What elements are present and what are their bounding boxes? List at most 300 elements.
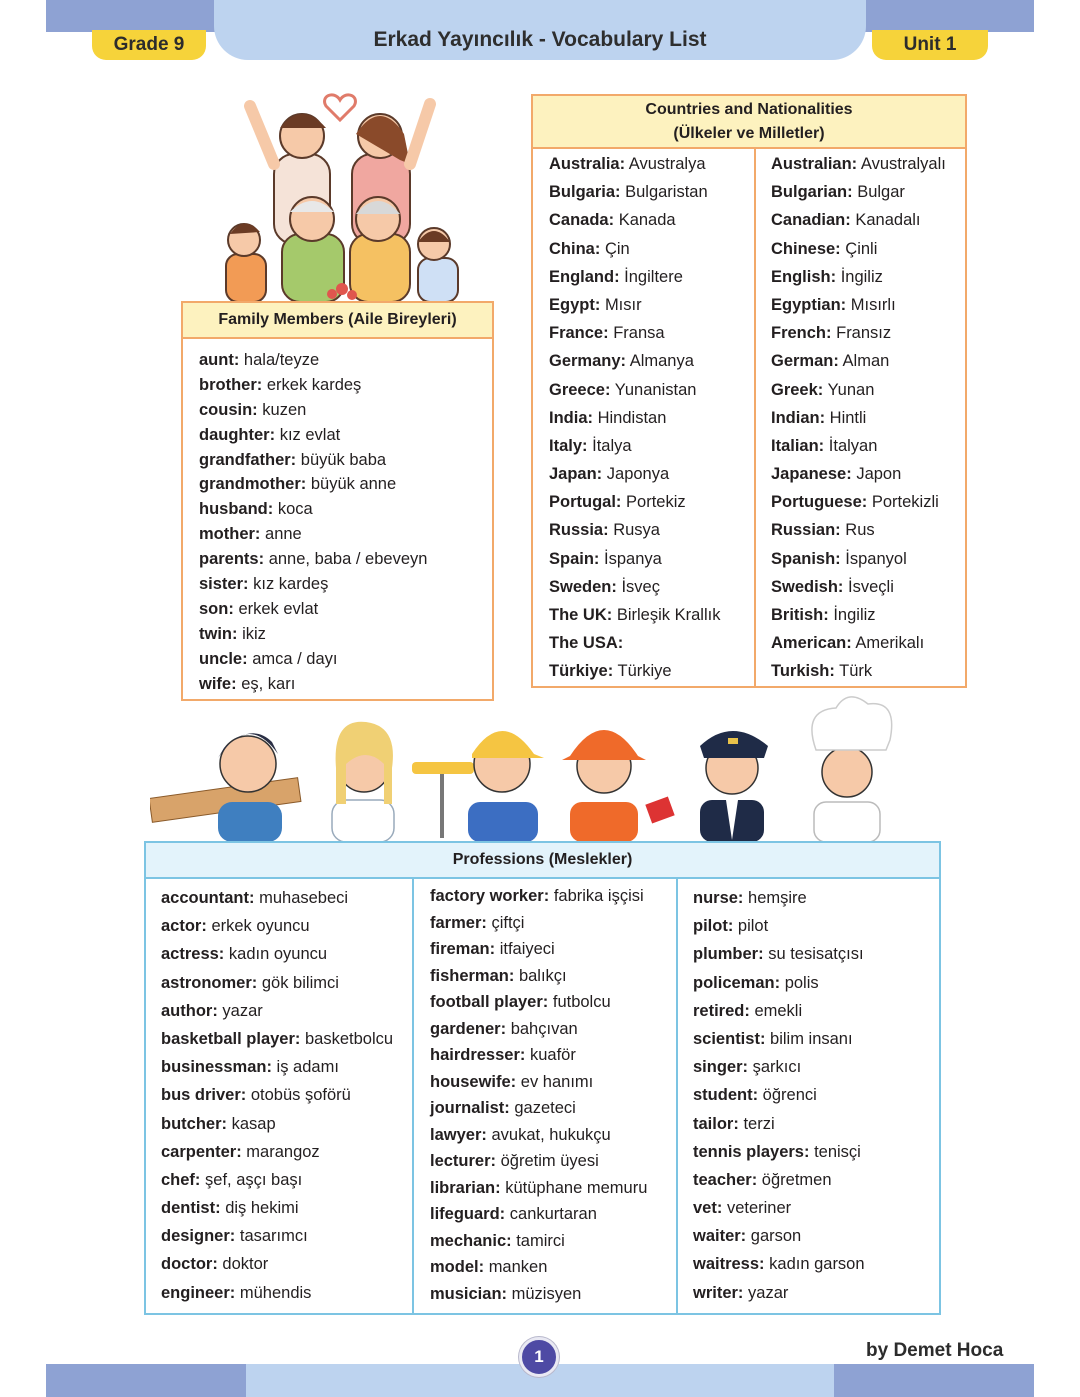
vocab-meaning: hala/teyze (243, 351, 320, 369)
vocab-entry (693, 946, 865, 974)
vocab-term: chef: (161, 1170, 201, 1189)
vocab-meaning: Avustralya (628, 155, 706, 173)
vocab-entry (771, 635, 946, 663)
vocab-term: Spanish: (771, 549, 841, 568)
vocab-entry (161, 1172, 393, 1200)
vocab-meaning: eş, karı (241, 674, 296, 693)
vocab-term: France: (549, 324, 609, 343)
column-divider (412, 879, 414, 1313)
vocab-term: policeman: (693, 973, 781, 992)
vocab-entry (771, 269, 946, 297)
vocab-entry (771, 607, 946, 635)
grade-tag: Grade 9 (92, 30, 206, 60)
vocab-entry (199, 352, 427, 377)
vocab-term: engineer: (161, 1283, 236, 1302)
vocab-term: sister: (199, 575, 249, 594)
vocab-meaning: emekli (754, 1001, 803, 1020)
vocab-entry (549, 466, 720, 494)
vocab-term: Egypt: (549, 295, 601, 314)
vocab-term: hairdresser: (430, 1046, 526, 1064)
family-heading: Family Members (Aile Bireyleri) (183, 303, 492, 339)
vocab-meaning: otobüs şoförü (250, 1086, 351, 1105)
vocab-term: son: (199, 599, 234, 618)
vocab-meaning: Bulgar (857, 183, 905, 202)
vocab-entry (199, 501, 427, 526)
vocab-term: mechanic: (430, 1231, 512, 1250)
vocab-term: twin: (199, 624, 238, 643)
vocab-entry (430, 1021, 647, 1048)
vocab-term: butcher: (161, 1114, 227, 1133)
vocab-term: Germany: (549, 352, 627, 371)
vocab-entry (199, 427, 427, 452)
vocab-meaning: muhasebeci (259, 889, 349, 907)
vocab-term: housewife: (430, 1072, 517, 1091)
vocab-entry (430, 1286, 647, 1313)
footer-band-left (46, 1364, 246, 1397)
vocab-term: Italian: (771, 436, 825, 455)
vocab-entry (771, 297, 946, 325)
vocab-entry (430, 888, 647, 915)
vocab-entry (549, 241, 720, 269)
vocab-term: England: (549, 267, 620, 286)
vocab-meaning: İsveçli (848, 577, 894, 596)
vocab-entry (771, 156, 946, 184)
vocab-term: businessman: (161, 1058, 272, 1077)
vocab-term: author: (161, 1001, 218, 1020)
vocab-entry (430, 1259, 647, 1286)
vocab-entry (549, 156, 720, 184)
vocab-entry (161, 1031, 393, 1059)
vocab-meaning: Rusya (613, 521, 660, 540)
vocab-meaning: Kanada (618, 211, 676, 230)
vocab-meaning: kız evlat (279, 425, 341, 444)
professions-list-1 (161, 890, 393, 1313)
vocab-term: basketball player: (161, 1029, 301, 1048)
vocab-meaning: bahçıvan (510, 1019, 578, 1038)
vocab-term: cousin: (199, 400, 258, 419)
vocab-meaning: Yunanistan (614, 380, 697, 399)
vocab-meaning: Hindistan (597, 408, 667, 427)
vocab-entry (199, 526, 427, 551)
vocab-term: carpenter: (161, 1142, 242, 1161)
vocab-meaning: tenisçi (814, 1142, 861, 1161)
vocab-meaning: manken (488, 1258, 548, 1276)
vocab-entry (771, 663, 946, 691)
vocab-meaning: amca / dayı (252, 649, 338, 668)
vocab-meaning: erkek kardeş (266, 375, 362, 394)
vocab-term: tennis players: (693, 1142, 810, 1161)
vocab-meaning: Türkiye (617, 662, 672, 681)
vocab-term: astronomer: (161, 973, 258, 992)
professions-list-2 (430, 888, 647, 1312)
vocab-meaning: gazeteci (514, 1099, 576, 1117)
vocab-entry (430, 968, 647, 995)
vocab-entry (161, 1285, 393, 1313)
vocab-term: vet: (693, 1199, 723, 1218)
vocab-entry (693, 890, 865, 918)
vocab-meaning: öğretim üyesi (500, 1152, 599, 1170)
vocab-term: Italy: (549, 436, 588, 455)
vocab-meaning: futbolcu (552, 993, 611, 1011)
footer-band-right (834, 1364, 1034, 1397)
vocab-meaning: mühendis (239, 1283, 312, 1302)
vocab-term: librarian: (430, 1178, 501, 1197)
family-members-box (181, 301, 494, 701)
vocab-entry (771, 522, 946, 550)
vocab-meaning: Japon (856, 465, 902, 484)
vocab-meaning: Alman (842, 352, 890, 371)
page-title: Erkad Yayıncılık - Vocabulary List (373, 28, 707, 51)
vocab-meaning: İngiltere (624, 267, 683, 286)
vocab-term: scientist: (693, 1029, 766, 1048)
page-number: 1 (519, 1337, 559, 1377)
vocab-meaning: Mısırlı (850, 295, 896, 314)
vocab-entry (771, 551, 946, 579)
vocab-entry (161, 975, 393, 1003)
vocab-entry (549, 325, 720, 353)
vocab-term: Greek: (771, 380, 824, 399)
vocab-term: The USA: (549, 634, 624, 653)
vocab-entry (549, 410, 720, 438)
vocab-entry (430, 1074, 647, 1101)
vocab-entry (549, 663, 720, 691)
vocab-meaning: yazar (222, 1001, 263, 1020)
vocab-term: English: (771, 267, 837, 286)
vocab-term: Portuguese: (771, 493, 868, 512)
vocab-meaning: anne (265, 525, 302, 544)
vocab-entry (161, 946, 393, 974)
nationalities-list (771, 156, 946, 692)
vocab-term: model: (430, 1258, 485, 1276)
vocab-entry (693, 918, 865, 946)
vocab-entry (693, 1144, 865, 1172)
vocab-term: fisherman: (430, 966, 515, 985)
vocab-meaning: hemşire (748, 889, 807, 907)
vocab-term: aunt: (199, 351, 240, 369)
vocab-entry (549, 353, 720, 381)
vocab-entry (693, 1059, 865, 1087)
vocab-meaning: bilim insanı (770, 1029, 853, 1048)
vocab-term: Bulgaria: (549, 183, 621, 202)
vocab-entry (693, 1228, 865, 1256)
vocab-term: doctor: (161, 1255, 218, 1274)
vocab-entry (199, 377, 427, 402)
vocab-entry (771, 325, 946, 353)
vocab-meaning: tasarımcı (239, 1227, 308, 1246)
vocab-term: actress: (161, 945, 225, 964)
vocab-meaning: ev hanımı (520, 1072, 594, 1091)
vocab-meaning: İspanyol (845, 549, 907, 568)
vocab-meaning: Mısır (604, 295, 642, 314)
vocab-meaning: diş hekimi (225, 1199, 299, 1218)
vocab-term: Japanese: (771, 465, 852, 484)
vocab-term: tailor: (693, 1114, 739, 1133)
vocab-entry (199, 476, 427, 501)
vocab-meaning: garson (750, 1227, 802, 1246)
vocab-term: Canada: (549, 211, 615, 230)
vocab-meaning: Portekiz (626, 493, 686, 512)
vocab-entry (199, 402, 427, 427)
countries-list (549, 156, 720, 692)
vocab-entry (161, 1116, 393, 1144)
vocab-entry (693, 1285, 865, 1313)
vocab-term: Swedish: (771, 577, 844, 596)
vocab-term: The UK: (549, 606, 613, 624)
vocab-entry (161, 1003, 393, 1031)
vocab-term: bus driver: (161, 1086, 247, 1105)
vocab-meaning: İtalyan (828, 436, 878, 455)
vocab-meaning: veteriner (726, 1199, 792, 1218)
vocab-entry (771, 579, 946, 607)
vocab-meaning: kız kardeş (253, 575, 329, 594)
vocab-term: Sweden: (549, 577, 617, 596)
vocab-entry (549, 635, 720, 663)
vocab-term: Portugal: (549, 493, 622, 512)
vocab-term: football player: (430, 993, 549, 1011)
vocab-term: brother: (199, 375, 263, 394)
vocab-meaning: su tesisatçısı (768, 945, 864, 964)
vocab-entry (549, 297, 720, 325)
vocab-term: Canadian: (771, 211, 851, 230)
vocab-term: designer: (161, 1227, 236, 1246)
vocab-meaning: Çinli (845, 239, 878, 258)
vocab-entry (161, 1059, 393, 1087)
vocab-term: grandfather: (199, 450, 297, 469)
vocab-term: farmer: (430, 913, 487, 932)
vocab-meaning: kasap (231, 1114, 276, 1133)
vocab-entry (693, 1256, 865, 1284)
vocab-entry (771, 184, 946, 212)
vocab-meaning: itfaiyeci (499, 940, 555, 958)
vocab-meaning: Fransız (836, 324, 892, 343)
vocab-entry (771, 382, 946, 410)
vocab-term: waitress: (693, 1255, 765, 1274)
vocab-term: Japan: (549, 465, 603, 484)
vocab-entry (430, 1047, 647, 1074)
vocab-term: Turkish: (771, 662, 835, 681)
vocab-entry (199, 551, 427, 576)
vocab-term: Greece: (549, 380, 611, 399)
professions-box (144, 841, 941, 1315)
vocab-meaning: kadın garson (769, 1255, 865, 1274)
vocab-meaning: İspanya (604, 549, 662, 568)
vocab-entry (771, 353, 946, 381)
vocab-term: actor: (161, 917, 207, 936)
vocab-meaning: avukat, hukukçu (491, 1125, 611, 1144)
vocab-entry (161, 918, 393, 946)
vocab-entry (430, 1206, 647, 1233)
vocab-term: plumber: (693, 945, 764, 964)
vocab-term: parents: (199, 550, 265, 569)
vocab-entry (430, 941, 647, 968)
professions-list-3 (693, 890, 865, 1313)
vocab-meaning: iş adamı (276, 1058, 339, 1077)
vocab-term: nurse: (693, 889, 744, 907)
vocab-meaning: cankurtaran (509, 1205, 597, 1223)
vocab-entry (693, 1003, 865, 1031)
vocab-term: singer: (693, 1058, 749, 1077)
vocab-entry (430, 994, 647, 1021)
vocab-term: lifeguard: (430, 1205, 506, 1223)
vocab-term: Indian: (771, 408, 826, 427)
vocab-meaning: polis (784, 973, 819, 992)
vocab-entry (549, 579, 720, 607)
vocab-term: uncle: (199, 649, 248, 668)
vocab-entry (693, 1116, 865, 1144)
vocab-term: daughter: (199, 425, 276, 444)
vocab-term: Egyptian: (771, 295, 847, 314)
vocab-entry (430, 1153, 647, 1180)
vocab-meaning: büyük baba (300, 450, 387, 469)
vocab-meaning: kadın oyuncu (228, 945, 328, 964)
vocab-entry (199, 576, 427, 601)
vocab-entry (693, 1087, 865, 1115)
vocab-entry (693, 975, 865, 1003)
column-divider (676, 879, 678, 1313)
family-list (199, 352, 427, 700)
vocab-term: gardener: (430, 1019, 507, 1038)
vocab-entry (161, 1144, 393, 1172)
vocab-meaning: Fransa (613, 324, 665, 343)
vocab-term: teacher: (693, 1170, 758, 1189)
author-credit: by Demet Hoca (866, 1340, 1004, 1361)
vocab-meaning: Japonya (606, 465, 670, 484)
vocab-entry (161, 1228, 393, 1256)
vocab-term: Russia: (549, 521, 609, 540)
unit-tag: Unit 1 (872, 30, 988, 60)
vocab-entry (771, 212, 946, 240)
vocab-meaning: Avustralyalı (860, 155, 946, 173)
countries-heading-subtitle: (Ülkeler ve Milletler) (673, 124, 825, 142)
vocab-meaning: öğretmen (761, 1170, 832, 1189)
vocab-entry (693, 1031, 865, 1059)
vocab-meaning: İtalya (592, 436, 632, 455)
vocab-term: musician: (430, 1284, 508, 1303)
vocab-meaning: öğrenci (762, 1086, 817, 1105)
vocab-entry (430, 1100, 647, 1127)
vocab-entry (549, 382, 720, 410)
vocab-meaning: tamirci (516, 1231, 565, 1250)
vocab-meaning: şarkıcı (752, 1058, 802, 1077)
vocab-meaning: gök bilimci (261, 973, 339, 992)
vocab-term: German: (771, 352, 839, 371)
vocab-meaning: İsveç (621, 577, 660, 596)
vocab-meaning: Kanadalı (855, 211, 921, 230)
countries-heading (533, 96, 965, 149)
vocab-meaning: marangoz (246, 1142, 320, 1161)
vocab-meaning: erkek evlat (238, 599, 319, 618)
vocab-meaning: İngiliz (833, 606, 876, 624)
vocab-meaning: müzisyen (511, 1284, 582, 1303)
vocab-entry (161, 890, 393, 918)
vocab-term: writer: (693, 1283, 744, 1302)
vocab-entry (549, 269, 720, 297)
vocab-entry (549, 438, 720, 466)
vocab-term: fireman: (430, 940, 496, 958)
vocab-entry (771, 466, 946, 494)
vocab-meaning: erkek oyuncu (211, 917, 310, 936)
vocab-term: lecturer: (430, 1152, 497, 1170)
vocab-term: French: (771, 324, 832, 343)
vocab-term: India: (549, 408, 593, 427)
vocab-entry (549, 184, 720, 212)
vocab-meaning: Bulgaristan (625, 183, 708, 202)
column-divider (754, 149, 756, 686)
vocab-entry (693, 1200, 865, 1228)
vocab-term: husband: (199, 500, 274, 519)
vocab-term: Türkiye: (549, 662, 614, 681)
vocab-term: waiter: (693, 1227, 747, 1246)
vocab-meaning: Çin (604, 239, 630, 258)
vocab-meaning: balıkçı (518, 966, 567, 985)
vocab-entry (693, 1172, 865, 1200)
vocab-term: journalist: (430, 1099, 510, 1117)
vocab-term: student: (693, 1086, 759, 1105)
vocab-meaning: Birleşik Krallık (616, 606, 721, 624)
vocab-entry (771, 494, 946, 522)
vocab-entry (161, 1087, 393, 1115)
vocab-entry (549, 551, 720, 579)
vocab-meaning: kuzen (262, 400, 307, 419)
professions-illustration (150, 692, 920, 842)
vocab-term: pilot: (693, 917, 734, 936)
vocab-term: wife: (199, 674, 237, 693)
vocab-term: Australia: (549, 155, 626, 173)
professions-heading: Professions (Meslekler) (146, 843, 939, 879)
vocab-term: lawyer: (430, 1125, 487, 1144)
vocab-entry (430, 915, 647, 942)
vocab-term: Australian: (771, 155, 858, 173)
vocab-meaning: İngiliz (840, 267, 883, 286)
vocab-entry (199, 626, 427, 651)
vocab-entry (199, 601, 427, 626)
vocab-entry (549, 494, 720, 522)
vocab-entry (430, 1127, 647, 1154)
vocab-entry (771, 241, 946, 269)
vocab-term: British: (771, 606, 829, 624)
vocab-meaning: büyük anne (310, 475, 397, 494)
vocab-term: Chinese: (771, 239, 841, 258)
vocab-meaning: Hintli (829, 408, 867, 427)
vocab-entry (549, 212, 720, 240)
vocab-meaning: fabrika işçisi (553, 887, 644, 905)
vocab-term: dentist: (161, 1199, 221, 1218)
vocab-entry (430, 1180, 647, 1207)
vocab-entry (199, 452, 427, 477)
vocab-meaning: kütüphane memuru (505, 1178, 648, 1197)
vocab-term: China: (549, 239, 601, 258)
vocab-entry (771, 410, 946, 438)
vocab-entry (199, 651, 427, 676)
vocab-entry (161, 1256, 393, 1284)
vocab-term: accountant: (161, 889, 255, 907)
vocab-entry (549, 522, 720, 550)
vocab-term: retired: (693, 1001, 750, 1020)
vocab-meaning: Rus (845, 521, 875, 540)
vocab-meaning: anne, baba / ebeveyn (268, 550, 428, 569)
vocab-meaning: Almanya (629, 352, 694, 371)
vocab-meaning: çiftçi (491, 913, 525, 932)
vocab-meaning: Amerikalı (855, 634, 925, 653)
vocab-meaning: basketbolcu (305, 1029, 394, 1048)
vocab-term: mother: (199, 525, 261, 544)
vocab-term: factory worker: (430, 887, 550, 905)
vocab-entry (549, 607, 720, 635)
vocab-term: American: (771, 634, 852, 653)
family-illustration (222, 84, 462, 302)
vocab-meaning: kuaför (529, 1046, 576, 1064)
countries-heading-title: Countries and Nationalities (645, 100, 853, 118)
